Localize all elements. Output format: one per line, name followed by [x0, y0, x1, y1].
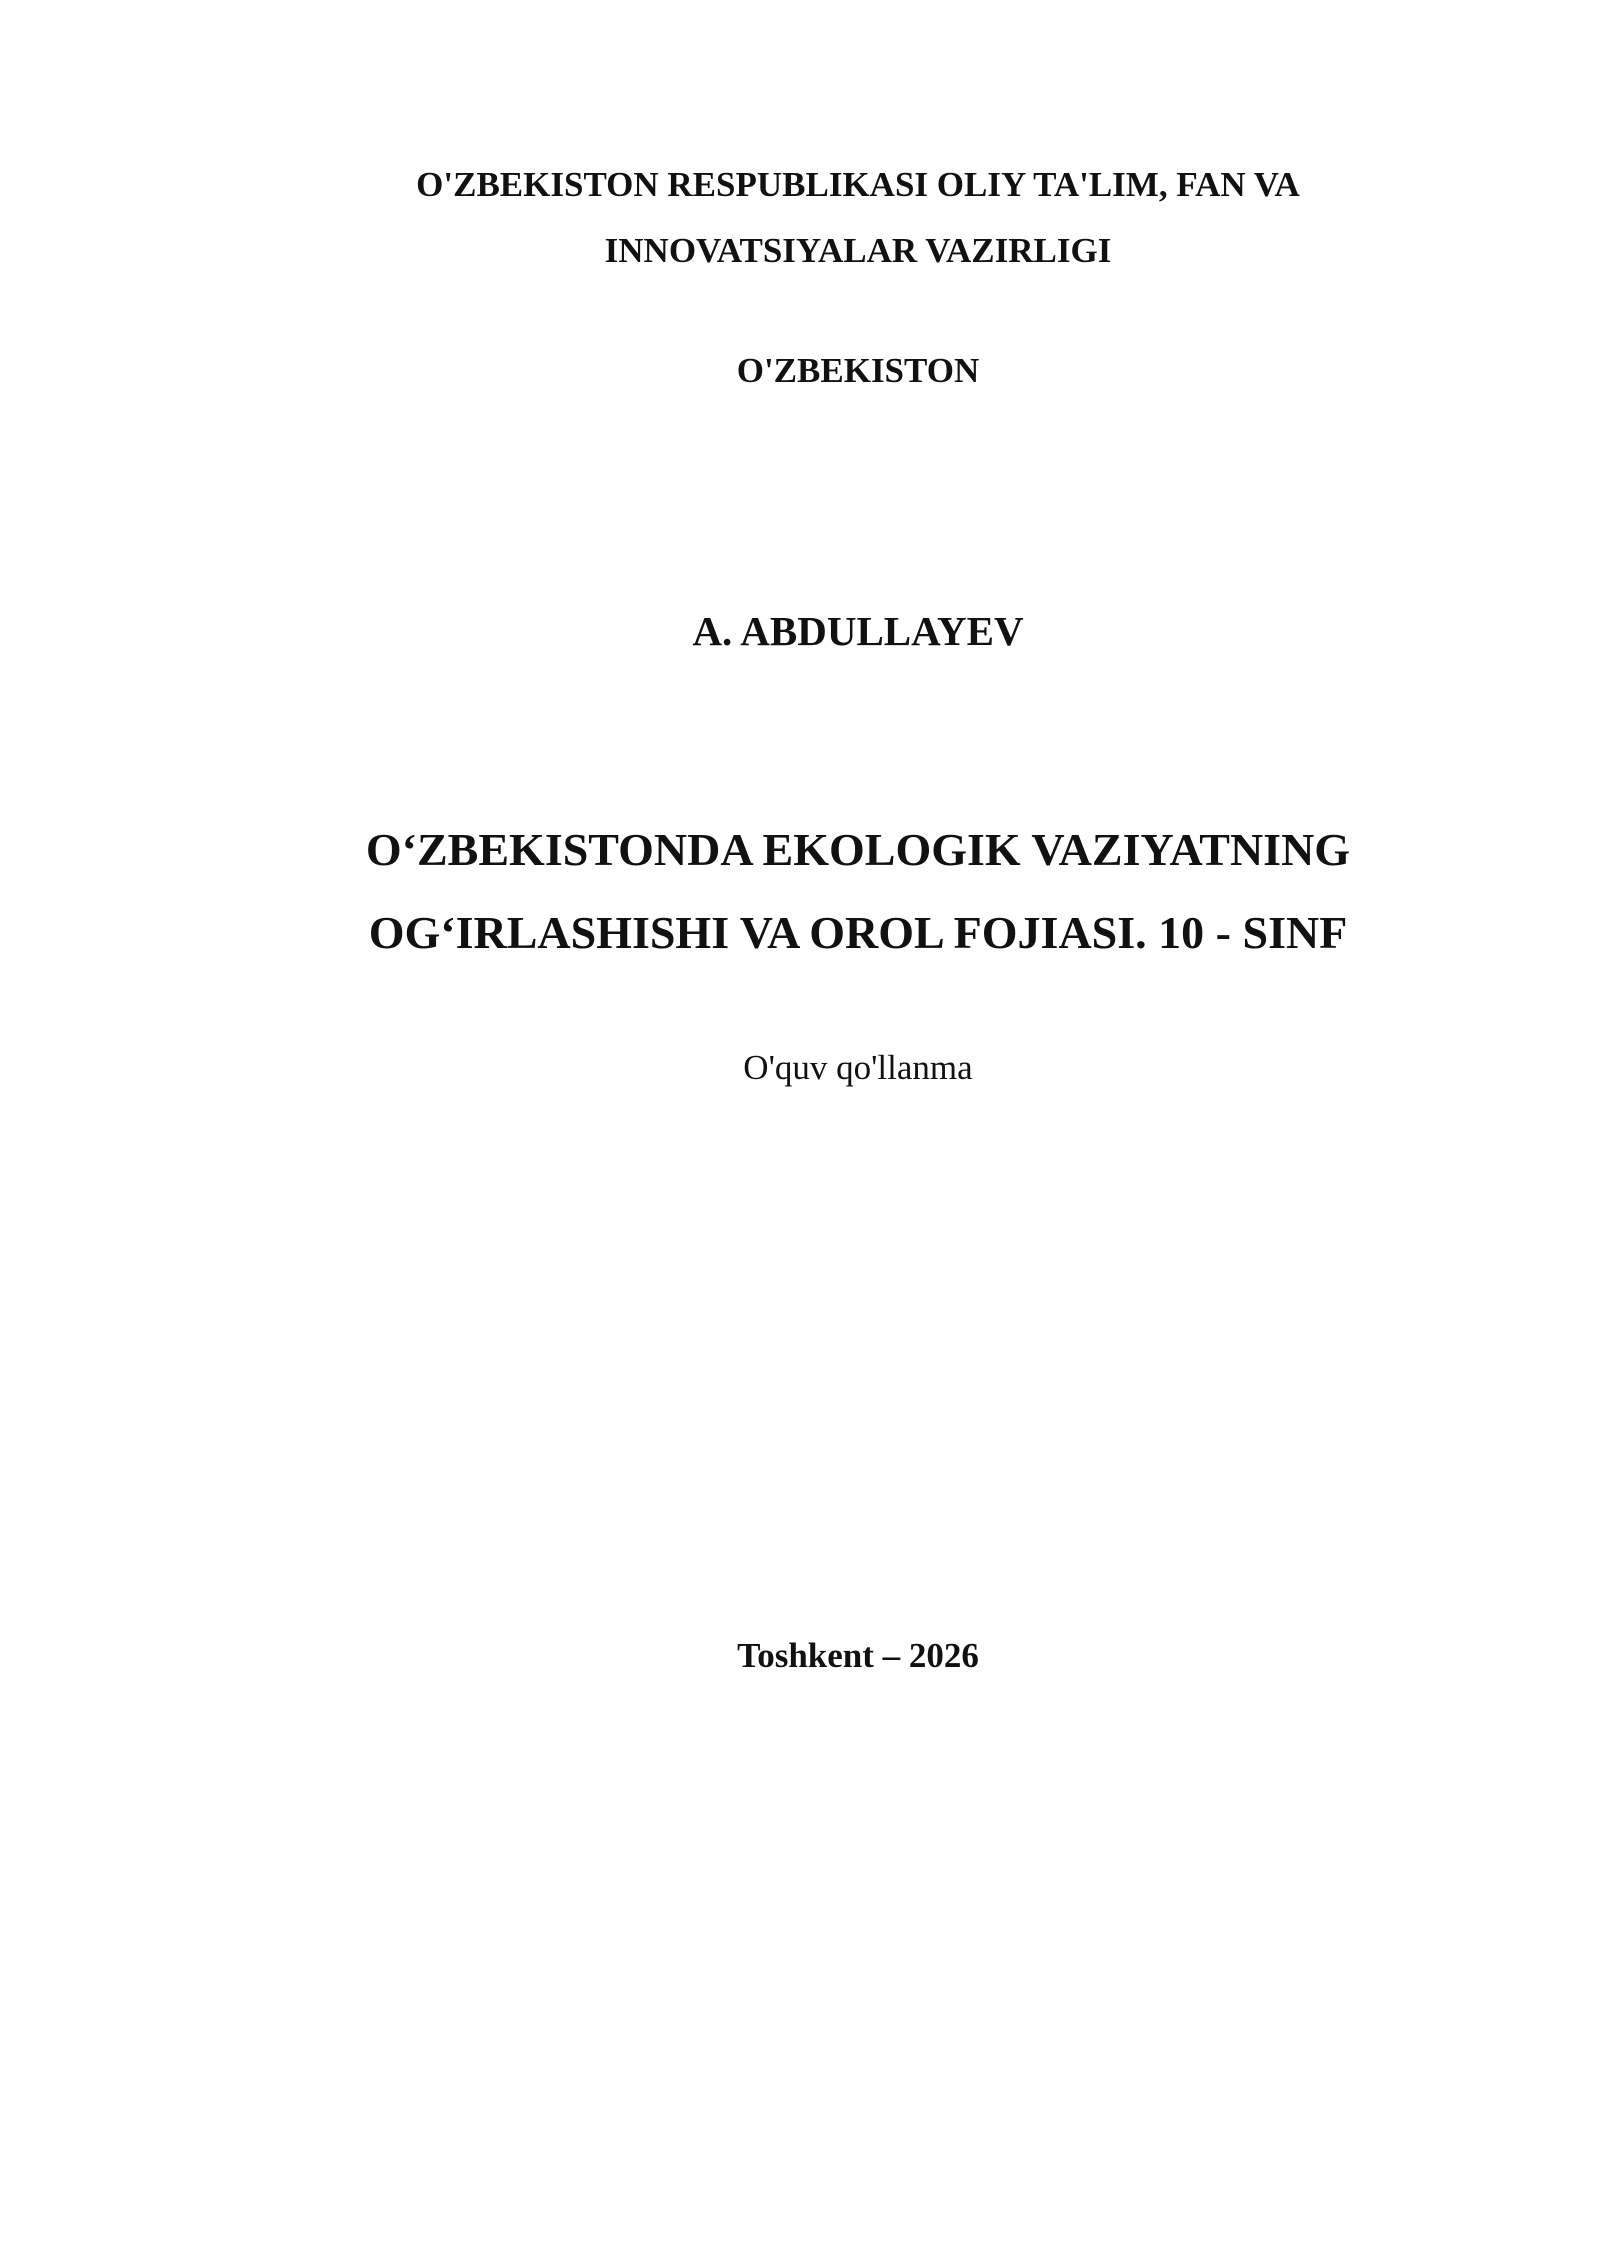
title-line-1: O‘ZBEKISTONDA EKOLOGIK VAZIYATNING [365, 824, 1351, 875]
author-name: A. ABDULLAYEV [692, 608, 1024, 654]
document-title [328, 808, 1388, 974]
title-line-2: OG‘IRLASHISHI VA OROL FOJIASI. 10 - SINF [368, 907, 1348, 958]
ministry-heading [328, 152, 1388, 284]
ministry-line-2: INNOVATSIYALAR VAZIRLIGI [604, 231, 1112, 270]
country-heading: O'ZBEKISTON [736, 351, 980, 390]
ministry-line-1: O'ZBEKISTON RESPUBLIKASI OLIY TA'LIM, FAN VA [416, 165, 1300, 204]
document-subtitle: O'quv qo'llanma [743, 1048, 973, 1087]
place-and-year: Toshkent – 2026 [737, 1636, 979, 1675]
